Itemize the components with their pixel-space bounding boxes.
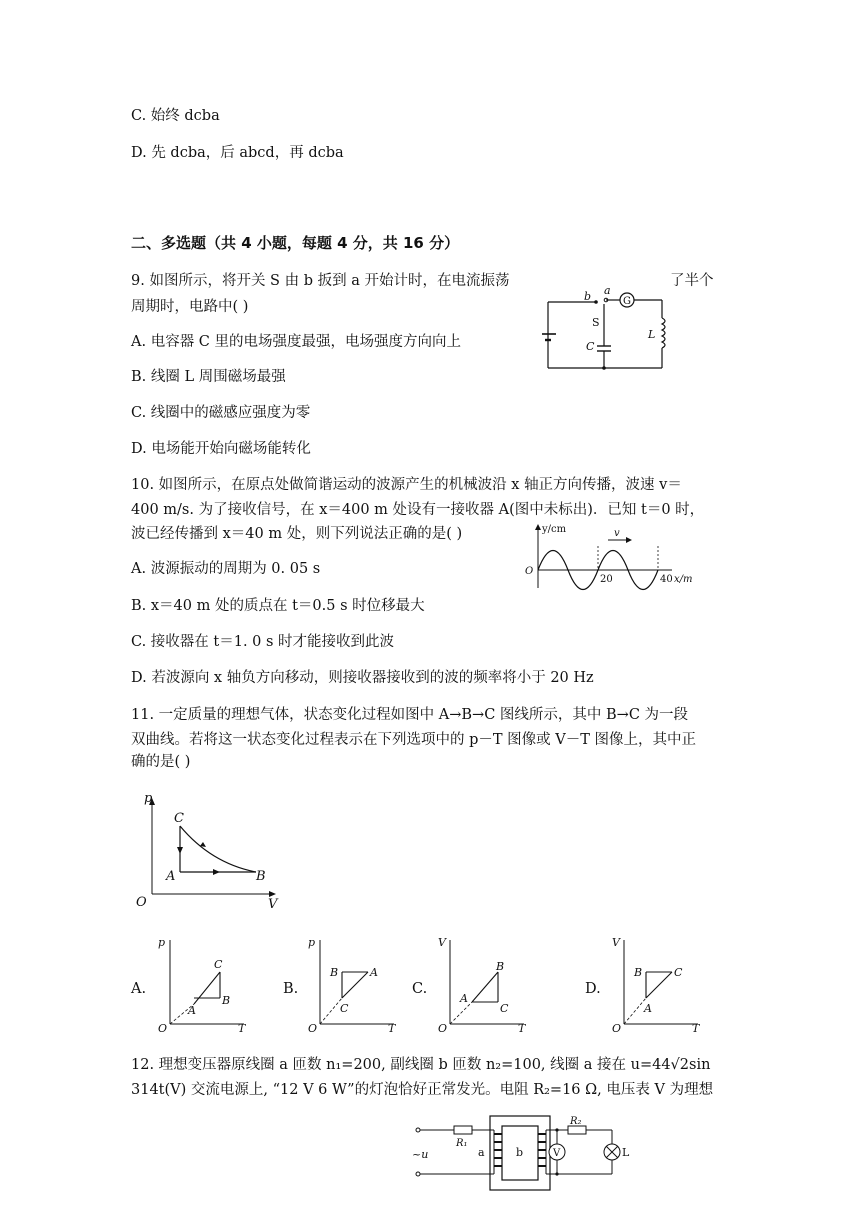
opt-c-p2: A: [460, 992, 468, 1005]
q11-option-a-label: A.: [131, 981, 147, 997]
wave-tick-40: 40: [660, 574, 673, 585]
pv-point-c: C: [174, 811, 184, 826]
opt-a-p3: B: [222, 994, 231, 1007]
opt-c-x: T: [518, 1022, 526, 1035]
q9-stem-line2: 周期时，电路中( ): [131, 299, 249, 315]
fig-u: ~u: [412, 1148, 429, 1161]
opt-d-o: O: [612, 1022, 622, 1035]
q11-option-c-label: C.: [412, 981, 428, 997]
opt-b-x: T: [388, 1022, 396, 1035]
opt-b-p2: A: [370, 966, 378, 979]
q12-stem-line1: 12. 理想变压器原线圈 a 匝数 n₁=200, 副线圈 b 匝数 n₂=100, 线圈 a 接在 u=44√2sin: [131, 1057, 711, 1073]
opt-a-p1: C: [214, 958, 223, 971]
transformer-circuit-figure: [412, 1112, 632, 1194]
opt-d-p3: A: [644, 1002, 652, 1015]
lc-circuit-figure: [540, 284, 680, 380]
q11-option-d-graph: [606, 932, 706, 1035]
q11-option-c-graph: [432, 932, 532, 1035]
q12-stem-line2: 314t(V) 交流电源上, “12 V 6 W”的灯泡恰好正常发光。电阻 R₂=16 Ω, 电压表 V 为理想: [131, 1082, 714, 1098]
q9-stem-line1-tail: 了半个: [670, 273, 714, 289]
q11-stem-line3: 确的是( ): [131, 754, 191, 770]
wave-origin: O: [525, 566, 534, 577]
fig-g: G: [623, 296, 631, 307]
q8-option-c: C. 始终 dcba: [131, 108, 220, 124]
pv-point-b: B: [256, 869, 266, 884]
q11-option-a-graph: [152, 932, 252, 1035]
q10-stem-line3: 波已经传播到 x＝40 m 处，则下列说法正确的是( ): [131, 526, 463, 542]
pv-origin: O: [136, 895, 147, 910]
pv-p-axis: p: [144, 791, 153, 806]
fig-coil-a: a: [478, 1146, 485, 1159]
opt-c-y: V: [438, 936, 446, 949]
q10-stem-line2: 400 m/s. 为了接收信号，在 x＝400 m 处设有一接收器 A(图中未标出)．已知 t＝0 时，: [131, 502, 705, 518]
q8-option-d: D. 先 dcba，后 abcd，再 dcba: [131, 145, 344, 161]
opt-d-x: T: [692, 1022, 700, 1035]
fig-b: b: [584, 290, 592, 303]
q11-stem-line2: 双曲线。若将这一状态变化过程表示在下列选项中的 p－T 图像或 V－T 图像上，其中正: [131, 732, 697, 748]
pv-main-figure: [130, 790, 290, 910]
q9-stem-line1: 9. 如图所示，将开关 S 由 b 扳到 a 开始计时，在电流振荡: [131, 273, 510, 289]
opt-b-y: p: [308, 936, 316, 949]
q9-option-d: D. 电场能开始向磁场能转化: [131, 441, 311, 457]
opt-d-p1: B: [634, 966, 643, 979]
wave-tick-20: 20: [600, 574, 613, 585]
q10-option-a: A. 波源振动的周期为 0. 05 s: [131, 561, 321, 577]
section-heading: 二、多选题（共 4 小题，每题 4 分，共 16 分）: [131, 234, 460, 252]
fig-voltmeter: V: [553, 1148, 561, 1159]
fig-coil-b: b: [516, 1146, 524, 1159]
q10-stem-line1: 10. 如图所示，在原点处做简谐运动的波源产生的机械波沿 x 轴正方向传播，波速 v＝: [131, 477, 682, 493]
q11-option-b-graph: [302, 932, 402, 1035]
opt-d-p2: C: [674, 966, 683, 979]
opt-a-x: T: [238, 1022, 246, 1035]
wave-ylabel: y/cm: [542, 524, 567, 535]
fig-lamp: L: [622, 1146, 630, 1159]
opt-a-p2: A: [188, 1004, 196, 1017]
opt-c-p1: B: [496, 960, 505, 973]
opt-a-o: O: [158, 1022, 168, 1035]
q9-option-a: A. 电容器 C 里的电场强度最强，电场强度方向向上: [131, 334, 462, 350]
pv-point-a: A: [166, 869, 176, 884]
opt-c-o: O: [438, 1022, 448, 1035]
q9-option-c: C. 线圈中的磁感应强度为零: [131, 405, 311, 421]
fig-s: S: [592, 316, 600, 329]
q11-option-d-label: D.: [585, 981, 601, 997]
q11-option-b-label: B.: [283, 981, 299, 997]
opt-b-o: O: [308, 1022, 318, 1035]
pv-v-axis: V: [268, 897, 278, 912]
q9-option-b: B. 线圈 L 周围磁场最强: [131, 369, 286, 385]
opt-d-y: V: [612, 936, 620, 949]
q11-stem-line1: 11. 一定质量的理想气体，状态变化过程如图中 A→B→C 图线所示，其中 B→C 为一段: [131, 707, 689, 723]
fig-c: C: [586, 340, 595, 353]
q10-option-d: D. 若波源向 x 轴负方向移动，则接收器接收到的波的频率将小于 20 Hz: [131, 670, 594, 686]
opt-a-y: p: [158, 936, 166, 949]
fig-a: a: [604, 284, 611, 297]
opt-b-p3: C: [340, 1002, 349, 1015]
fig-r1: R₁: [456, 1138, 468, 1149]
q10-option-b: B. x＝40 m 处的质点在 t＝0.5 s 时位移最大: [131, 598, 425, 614]
wave-graph-figure: [522, 522, 702, 592]
wave-v: v: [614, 528, 620, 539]
opt-b-p1: B: [330, 966, 339, 979]
opt-c-p3: C: [500, 1002, 509, 1015]
fig-r2: R₂: [570, 1116, 582, 1127]
q10-option-c: C. 接收器在 t＝1. 0 s 时才能接收到此波: [131, 634, 395, 650]
fig-l: L: [648, 328, 656, 341]
wave-xlabel: x/m: [674, 574, 693, 585]
